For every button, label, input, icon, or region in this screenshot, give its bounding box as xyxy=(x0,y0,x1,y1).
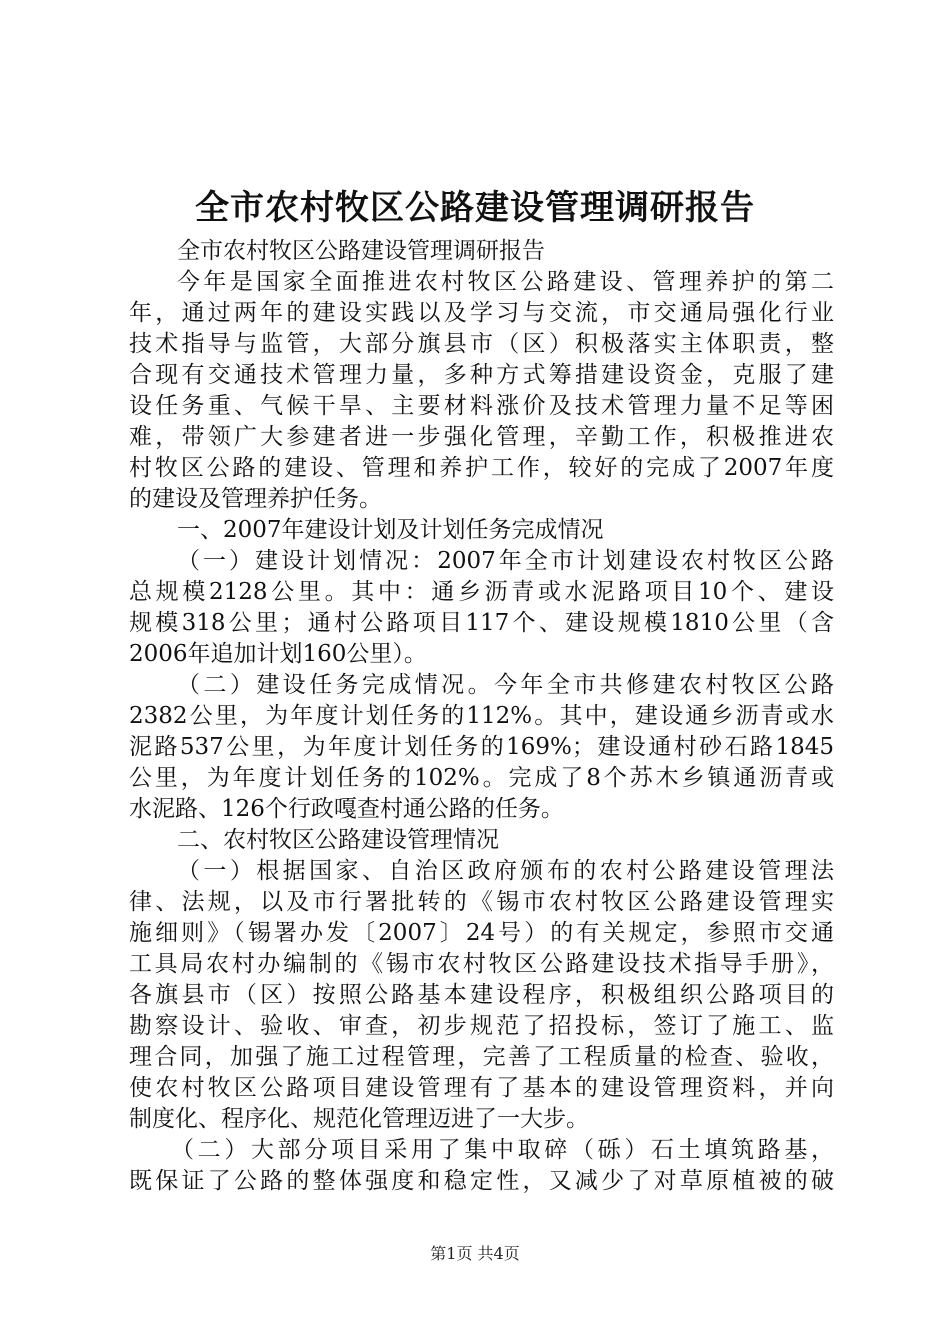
body-line: 制度化、程序化、规范化管理迈进了一大步。 xyxy=(129,1106,589,1132)
body-line: 2006年追加计划160公里）。 xyxy=(129,641,427,667)
body-line: 设任务重、气候干旱、主要材料涨价及技术管理力量不足等困 xyxy=(129,393,834,419)
body-line: 既保证了公路的整体强度和稳定性，又减少了对草原植被的破 xyxy=(129,1168,834,1194)
body-line: 施细则》（锡署办发〔2007〕24号）的有关规定，参照市交通 xyxy=(129,920,834,946)
body-line: （二）大部分项目采用了集中取碎（砾）石土填筑路基， xyxy=(171,1137,834,1163)
body-line-subtitle: 全市农村牧区公路建设管理调研报告 xyxy=(177,238,545,264)
body-line: 规模318公里；通村公路项目117个、建设规模1810公里（含 xyxy=(129,610,834,636)
body-line: 各旗县市（区）按照公路基本建设程序，积极组织公路项目的 xyxy=(129,982,834,1008)
body-line: 今年是国家全面推进农村牧区公路建设、管理养护的第二 xyxy=(177,269,834,295)
body-line: 技术指导与监管，大部分旗县市（区）积极落实主体职责，整 xyxy=(129,331,834,357)
document-body xyxy=(129,236,834,1197)
body-line: 水泥路、126个行政嘎查村通公路的任务。 xyxy=(129,796,564,822)
body-line: 合现有交通技术管理力量，多种方式筹措建设资金，克服了建 xyxy=(129,362,834,388)
body-line: 难，带领广大参建者进一步强化管理，辛勤工作，积极推进农 xyxy=(129,424,834,450)
body-line: 理合同，加强了施工过程管理，完善了工程质量的检查、验收， xyxy=(129,1044,834,1070)
body-line: 年，通过两年的建设实践以及学习与交流，市交通局强化行业 xyxy=(129,300,834,326)
document-title: 全市农村牧区公路建设管理调研报告 xyxy=(195,188,755,228)
page-footer: 第1页 共4页 xyxy=(430,1244,520,1263)
body-line: 总规模2128公里。其中：通乡沥青或水泥路项目10个、建设 xyxy=(129,579,834,605)
section-heading: 一、2007年建设计划及计划任务完成情况 xyxy=(177,517,604,543)
body-line: （一）建设计划情况：2007年全市计划建设农村牧区公路 xyxy=(177,548,834,574)
section-heading: 二、农村牧区公路建设管理情况 xyxy=(177,827,499,853)
body-line: 工具局农村办编制的《锡市农村牧区公路建设技术指导手册》， xyxy=(129,951,834,977)
body-line: 使农村牧区公路项目建设管理有了基本的建设管理资料，并向 xyxy=(129,1075,834,1101)
body-line: 村牧区公路的建设、管理和养护工作，较好的完成了2007年度 xyxy=(129,455,834,481)
body-line: 律、法规，以及市行署批转的《锡市农村牧区公路建设管理实 xyxy=(129,889,834,915)
body-line: 泥路537公里，为年度计划任务的169%；建设通村砂石路1845 xyxy=(129,734,834,760)
body-line: 2382公里，为年度计划任务的112%。其中，建设通乡沥青或水 xyxy=(129,703,834,729)
body-line: 勘察设计、验收、审查，初步规范了招投标，签订了施工、监 xyxy=(129,1013,834,1039)
body-line: 公里，为年度计划任务的102%。完成了8个苏木乡镇通沥青或 xyxy=(129,765,834,791)
body-line: 的建设及管理养护任务。 xyxy=(129,486,382,512)
body-line: （二）建设任务完成情况。今年全市共修建农村牧区公路 xyxy=(177,672,834,698)
body-line: （一）根据国家、自治区政府颁布的农村公路建设管理法 xyxy=(177,858,834,884)
